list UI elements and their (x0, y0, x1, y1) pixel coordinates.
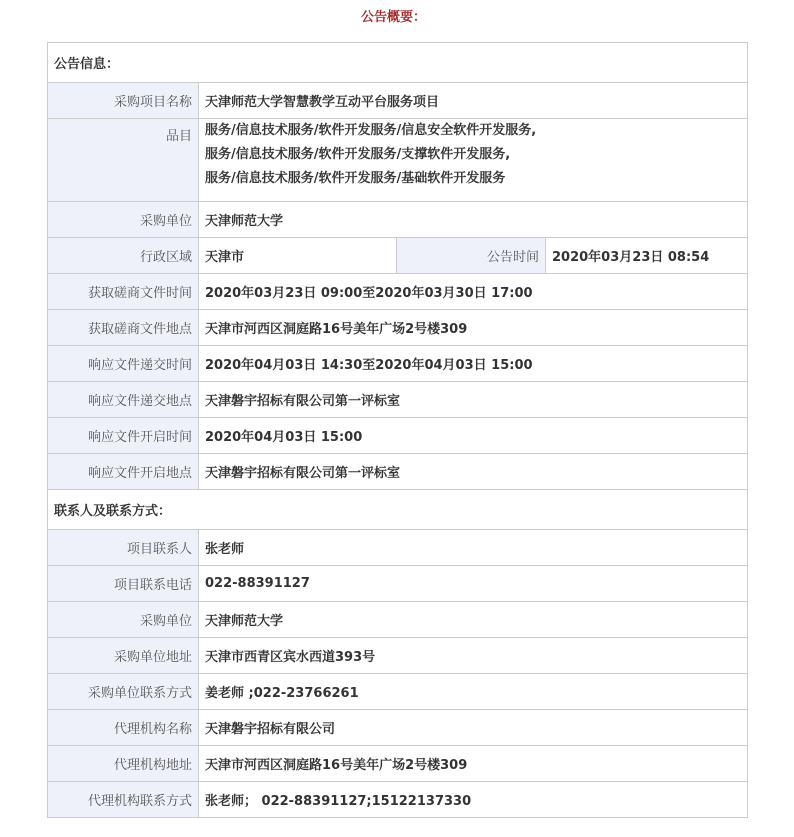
row-value: 天津磐宇招标有限公司第一评标室 (199, 454, 748, 490)
row-label: 采购单位联系方式 (48, 674, 199, 710)
row-value: 天津市河西区洞庭路16号美年广场2号楼309 (199, 746, 748, 782)
section-title-announcement: 公告信息： (48, 43, 748, 83)
row-label: 品目 (48, 119, 199, 202)
row-value: 022-88391127 (199, 566, 748, 602)
row-value: 天津师范大学智慧教学互动平台服务项目 (199, 83, 748, 119)
row-label: 响应文件开启时间 (48, 418, 199, 454)
row-label: 获取磋商文件时间 (48, 274, 199, 310)
table-row (48, 530, 748, 566)
row-label: 项目联系人 (48, 530, 199, 566)
row-value: 天津师范大学 (199, 602, 748, 638)
table-row (48, 119, 748, 202)
table-row (48, 454, 748, 490)
table-row (48, 674, 748, 710)
row-label: 代理机构地址 (48, 746, 199, 782)
category-value (199, 119, 748, 202)
table-row (48, 566, 748, 602)
row-label: 响应文件递交时间 (48, 346, 199, 382)
row-label: 采购单位地址 (48, 638, 199, 674)
row-label: 响应文件开启地点 (48, 454, 199, 490)
table-row (48, 382, 748, 418)
row-label: 代理机构联系方式 (48, 782, 199, 818)
page-title: 公告概要： (360, 10, 426, 25)
row-label: 获取磋商文件地点 (48, 310, 199, 346)
category-line: 服务/信息技术服务/软件开发服务/信息安全软件开发服务, (205, 123, 537, 138)
row-label: 采购单位 (48, 602, 199, 638)
category-line: 服务/信息技术服务/软件开发服务/基础软件开发服务 (205, 171, 506, 186)
table-row (48, 418, 748, 454)
row-label: 采购项目名称 (48, 83, 199, 119)
row-label: 行政区域 (48, 238, 199, 274)
row-label: 公告时间 (397, 238, 546, 274)
table-row (48, 274, 748, 310)
table-row (48, 346, 748, 382)
table-row (48, 710, 748, 746)
row-value: 天津磐宇招标有限公司第一评标室 (199, 382, 748, 418)
row-value: 天津市河西区洞庭路16号美年广场2号楼309 (199, 310, 748, 346)
row-label: 项目联系电话 (48, 566, 199, 602)
table-row (48, 746, 748, 782)
row-value: 天津市西青区宾水西道393号 (199, 638, 748, 674)
row-label: 响应文件递交地点 (48, 382, 199, 418)
table-row (48, 782, 748, 818)
table-row (48, 238, 748, 274)
announcement-table (47, 42, 748, 818)
row-value: 2020年04月03日 14:30至2020年04月03日 15:00 (199, 346, 748, 382)
row-label: 代理机构名称 (48, 710, 199, 746)
section-header-row (48, 490, 748, 530)
row-value: 2020年03月23日 09:00至2020年03月30日 17:00 (199, 274, 748, 310)
row-value: 天津师范大学 (199, 202, 748, 238)
table-row (48, 602, 748, 638)
section-header-row (48, 43, 748, 83)
category-line: 服务/信息技术服务/软件开发服务/支撑软件开发服务, (205, 147, 511, 162)
row-label: 采购单位 (48, 202, 199, 238)
row-value: 2020年04月03日 15:00 (199, 418, 748, 454)
row-value: 天津磐宇招标有限公司 (199, 710, 748, 746)
row-value: 2020年03月23日 08:54 (546, 238, 748, 274)
row-value: 张老师 (199, 530, 748, 566)
row-value: 张老师； 022-88391127;15122137330 (199, 782, 748, 818)
table-row (48, 638, 748, 674)
section-title-contacts: 联系人及联系方式： (48, 490, 748, 530)
row-value: 姜老师 ;022-23766261 (199, 674, 748, 710)
row-value: 天津市 (199, 238, 397, 274)
table-row (48, 202, 748, 238)
table-row (48, 310, 748, 346)
table-row (48, 83, 748, 119)
